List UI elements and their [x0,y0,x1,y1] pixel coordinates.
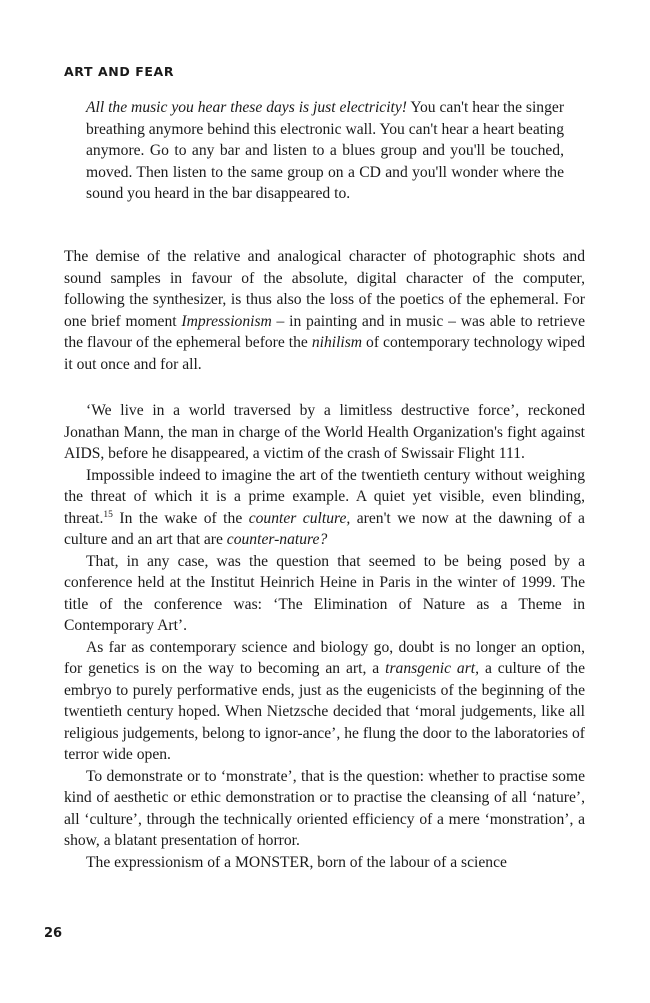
paragraph-3-italic-counter-culture: counter culture, [248,509,351,527]
running-head: ART AND FEAR [64,64,175,79]
paragraph-5-part-2: a culture of the embryo to purely performative ends, just as the eugenicists of the beginning of the twentieth century hoped. When Nietzsche decided that ‘moral judgements, like all religious judgements, belong to ignor-ance’, he flung the door to the laboratories of terror wide open. [64,660,585,763]
paragraph-1-part-2: – in painting and in music – was able to retrieve the flavour of the ephemeral before the [64,312,585,351]
quote-paragraph [86,97,564,205]
quote-italic-lead: All the music you hear these days is just electricity! [86,99,407,116]
paragraph-3 [64,465,585,551]
quote-text: You can't hear the singer breathing anymore behind this electronic wall. You can't hear a heart beating anymore. Go to any bar and listen to a blues group and you'll be touched, moved. Then listen to the same group on a CD and you'll wonder where the sound you heard in the bar disappeared to. [86,99,565,202]
paragraph-7: The expressionism of a MONSTER, born of the labour of a science [86,853,507,871]
paragraph-3-part-3: aren't we now at the dawning of a culture and an art that are [64,509,585,548]
page-number: 26 [44,926,63,941]
body-section-2 [64,400,585,873]
paragraph-4: That, in any case, was the question that seemed to be being posed by a conference held at the Institut Heinrich Heine in Paris in the winter of 1999. The title of the conference was: ‘The Elimination of Nature as a Theme in Contemporary Art’. [64,552,585,634]
footnote-marker[interactable]: 15 [103,509,113,520]
paragraph-3-part-1: Impossible indeed to imagine the art of the twentieth century without weighing the threat of which it is a prime example. A quiet yet visible, even blinding, threat. [64,466,585,527]
paragraph-3-part-2: In the wake of the [112,509,249,527]
paragraph-1-part-1: The demise of the relative and analogical character of photographic shots and sound samples in favour of the absolute, digital character of the computer, following the synthesizer, is thus also the loss of the poetics of the ephemeral. For one brief moment [64,248,585,330]
body-paragraph-1 [64,246,585,375]
block-quote [86,97,564,205]
paragraph-1-part-3: of contemporary technology wiped it out once and for all. [64,334,585,373]
paragraph-5-italic-transgenic-art: transgenic art, [385,660,480,677]
paragraph-3-italic-counter-nature: counter-nature? [226,531,328,548]
paragraph-6: To demonstrate or to ‘monstrate’, that is the question: whether to practise some kind of aesthetic or ethic demonstration or to practise the cleansing of all ‘nature’, all ‘culture’, through the technically oriented efficiency of a mere ‘monstration’, a show, a blatant presentation of horror. [64,767,585,849]
paragraph-5-part-1: As far as contemporary science and biology go, doubt is no longer an option, for genetics is on the way to becoming an art, a [64,638,585,677]
paragraph-1-italic-nihilism: nihilism [311,334,363,351]
paragraph-5 [64,637,585,766]
paragraph-2: ‘We live in a world traversed by a limitless destructive force’, reckoned Jonathan Mann, the man in charge of the World Health Organization's fight against AIDS, before he disappeared, a victim of the crash of Swissair Flight 111. [64,402,585,462]
paragraph-1-italic-impressionism: Impressionism [181,312,272,330]
paragraph-1-text [64,246,585,375]
